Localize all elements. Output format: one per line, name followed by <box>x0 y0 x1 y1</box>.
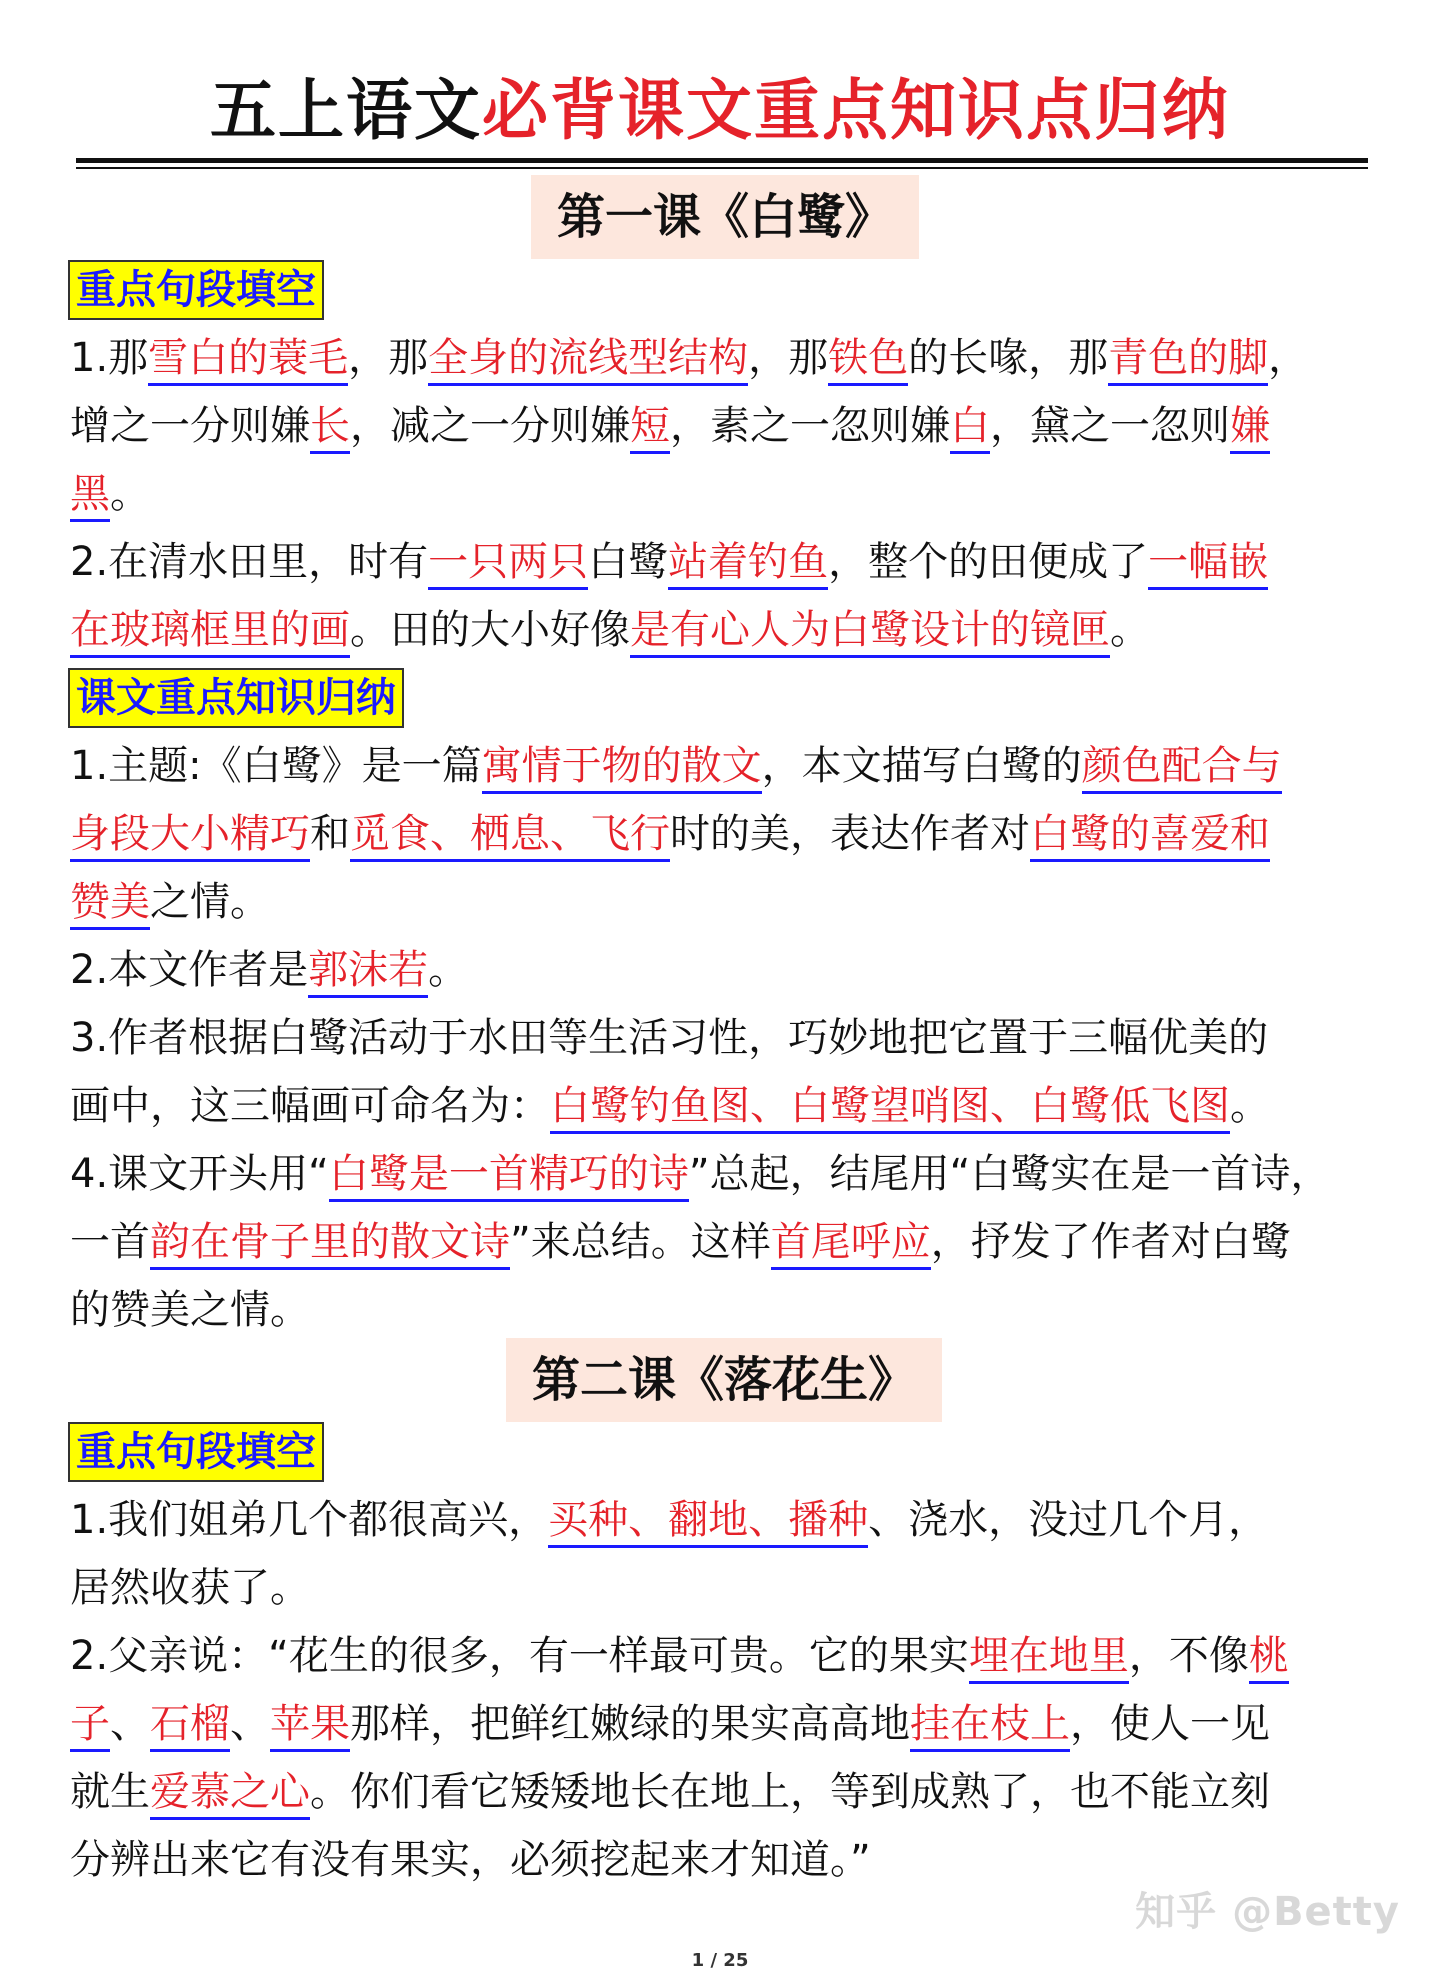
text-line <box>70 1072 1382 1140</box>
lesson2-heading: 第二课《落花生》 <box>506 1338 942 1422</box>
blank-answer: 嫌 <box>1230 403 1270 454</box>
blank-answer: 铁色 <box>828 335 908 386</box>
blank-answer: 白鹭钓鱼图、白鹭望哨图、白鹭低飞图 <box>550 1083 1230 1134</box>
text: 。 <box>1110 607 1150 653</box>
blank-answer: 郭沫若 <box>308 947 428 998</box>
page-number: 1 / 25 <box>691 1950 749 1971</box>
text: 白鹭 <box>588 539 669 585</box>
page-title <box>0 72 1440 149</box>
lesson1-summary-2 <box>70 936 1382 1004</box>
text: 1.那 <box>70 335 149 381</box>
text: 1.我们姐弟几个都很高兴， <box>70 1497 549 1543</box>
text-line <box>70 460 1382 528</box>
blank-answer: 在玻璃框里的画 <box>70 607 350 658</box>
text: ”来总结。这样 <box>510 1219 771 1265</box>
text: ，使人一见 <box>1070 1701 1270 1747</box>
blank-answer: 韵在骨子里的散文诗 <box>150 1219 510 1270</box>
text: 、 <box>110 1701 150 1747</box>
text-line <box>70 1486 1382 1554</box>
text: ，素之一忽则嫌 <box>670 403 950 449</box>
blank-answer: 白 <box>950 403 990 454</box>
text: 。 <box>1230 1083 1270 1129</box>
blank-answer: 全身的流线型结构 <box>428 335 748 386</box>
text-line <box>70 1758 1382 1826</box>
text-line <box>70 800 1382 868</box>
blank-answer: 颜色配合与 <box>1082 743 1282 794</box>
lesson1-label-fill: 重点句段填空 <box>68 260 324 320</box>
blank-answer: 首尾呼应 <box>771 1219 931 1270</box>
blank-answer: 石榴 <box>150 1701 230 1752</box>
text-line <box>70 732 1382 800</box>
text: 居然收获了。 <box>70 1565 310 1611</box>
text: ，减之一分则嫌 <box>350 403 630 449</box>
blank-answer: 觅食、栖息、飞行 <box>350 811 670 862</box>
text: 画中，这三幅画可命名为： <box>70 1083 550 1129</box>
lesson1-label-summary: 课文重点知识归纳 <box>68 668 404 728</box>
blank-answer: 苹果 <box>270 1701 350 1752</box>
blank-answer: 白鹭的喜爱和 <box>1030 811 1270 862</box>
text-line <box>70 596 1382 664</box>
blank-answer: 黑 <box>70 471 110 522</box>
blank-answer: 挂在枝上 <box>910 1701 1070 1752</box>
text: 1.主题:《白鹭》是一篇 <box>70 743 482 789</box>
text: 。田的大小好像 <box>350 607 630 653</box>
text-line <box>70 868 1382 936</box>
blank-answer: 一幅嵌 <box>1148 539 1268 590</box>
text: 、浇水，没过几个月， <box>868 1497 1269 1543</box>
blank-answer: 赞美 <box>70 879 150 930</box>
text: 之情。 <box>150 879 270 925</box>
text-line <box>70 1622 1382 1690</box>
text-line <box>70 1554 1382 1622</box>
text: 。 <box>110 471 150 517</box>
blank-answer: 子 <box>70 1701 110 1752</box>
text-line <box>70 1276 1382 1344</box>
text: 和 <box>310 811 350 857</box>
text: ，本文描写白鹭的 <box>761 743 1082 789</box>
text-line <box>70 528 1382 596</box>
lesson1-fill-para-2 <box>70 528 1382 664</box>
text: 。 <box>428 947 469 993</box>
blank-answer: 白鹭是一首精巧的诗 <box>329 1151 689 1202</box>
text-line <box>70 1208 1382 1276</box>
blank-answer: 桃 <box>1249 1633 1289 1684</box>
text: ，那 <box>748 335 829 381</box>
text: 那样，把鲜红嫩绿的果实高高地 <box>350 1701 910 1747</box>
text: 分辨出来它有没有果实，必须挖起来才知道。” <box>70 1837 871 1883</box>
text: ， <box>1268 335 1309 381</box>
text: 3.作者根据白鹭活动于水田等生活习性，巧妙地把它置于三幅优美的 <box>70 1015 1269 1061</box>
text: 的长喙，那 <box>908 335 1109 381</box>
lesson2-label-fill: 重点句段填空 <box>68 1422 324 1482</box>
text: 、 <box>230 1701 270 1747</box>
lesson2-fill-para-2 <box>70 1622 1382 1894</box>
blank-answer: 青色的脚 <box>1108 335 1268 386</box>
text: 时的美，表达作者对 <box>670 811 1030 857</box>
title-rule-thin <box>76 167 1368 169</box>
text: ，那 <box>348 335 429 381</box>
blank-answer: 埋在地里 <box>969 1633 1129 1684</box>
text-line <box>70 1690 1382 1758</box>
lesson1-fill-para-1 <box>70 324 1382 528</box>
blank-answer: 寓情于物的散文 <box>482 743 762 794</box>
text-line <box>70 936 1382 1004</box>
blank-answer: 雪白的蓑毛 <box>148 335 348 386</box>
blank-answer: 身段大小精巧 <box>70 811 310 862</box>
text: 增之一分则嫌 <box>70 403 310 449</box>
watermark: 知乎 @Betty <box>1135 1889 1400 1935</box>
blank-answer: 站着钓鱼 <box>668 539 828 590</box>
text-line <box>70 1140 1382 1208</box>
title-part-red: 必背课文重点知识点归纳 <box>482 72 1230 149</box>
blank-answer: 买种、翻地、播种 <box>548 1497 868 1548</box>
lesson2-fill-para-1 <box>70 1486 1382 1622</box>
text: ，不像 <box>1128 1633 1249 1679</box>
blank-answer: 是有心人为白鹭设计的镜匣 <box>630 607 1110 658</box>
title-part-black: 五上语文 <box>210 72 482 149</box>
text: 2.父亲说：“花生的很多，有一样最可贵。它的果实 <box>70 1633 969 1679</box>
title-rule-thick <box>76 158 1368 163</box>
lesson1-summary-3 <box>70 1004 1382 1140</box>
text: 2.本文作者是 <box>70 947 309 993</box>
text: ，抒发了作者对白鹭 <box>930 1219 1291 1265</box>
text: ，黛之一忽则 <box>990 403 1230 449</box>
lesson1-summary-4 <box>70 1140 1382 1344</box>
text: 一首 <box>70 1219 150 1265</box>
text-line <box>70 324 1382 392</box>
blank-answer: 爱慕之心 <box>150 1769 310 1820</box>
text-line <box>70 392 1382 460</box>
blank-answer: 短 <box>630 403 670 454</box>
text: ，整个的田便成了 <box>828 539 1149 585</box>
text: 的赞美之情。 <box>70 1287 310 1333</box>
lesson1-summary-1 <box>70 732 1382 936</box>
text: ”总起，结尾用“白鹭实在是一首诗， <box>688 1151 1331 1197</box>
text: 。你们看它矮矮地长在地上，等到成熟了，也不能立刻 <box>310 1769 1270 1815</box>
lesson1-heading: 第一课《白鹭》 <box>531 175 919 259</box>
text: 就生 <box>70 1769 150 1815</box>
text: 4.课文开头用“ <box>70 1151 329 1197</box>
blank-answer: 一只两只 <box>428 539 588 590</box>
blank-answer: 长 <box>310 403 350 454</box>
text: 2.在清水田里，时有 <box>70 539 429 585</box>
text-line <box>70 1004 1382 1072</box>
